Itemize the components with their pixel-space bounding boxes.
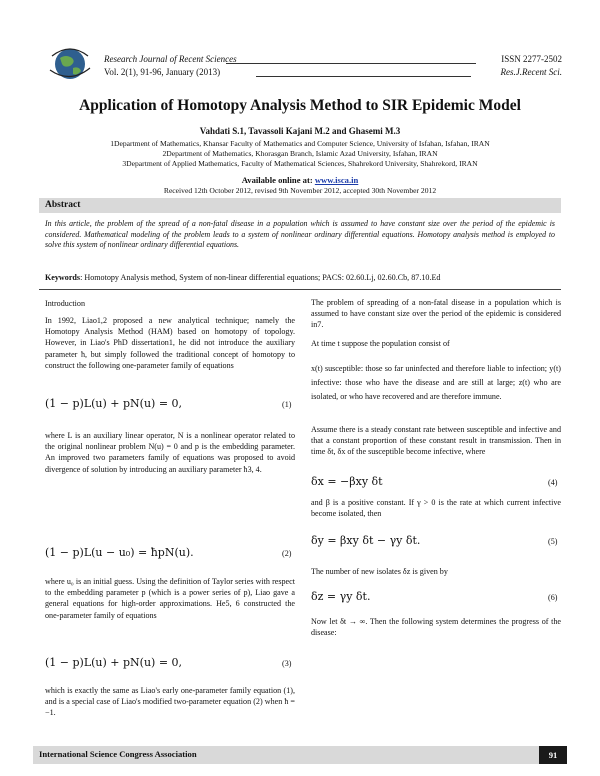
abstract-text: In this article, the problem of the spread of a non-fatal disease in a population which is assumed to have constant size over the period of the epidemic is considered. Mathematical modeling of the problem leads to a system of nonlinear ordinary differential equations. Homotopy analysis method is employed to solve this system of nonlinear ordinary differential equations. bbox=[45, 219, 555, 250]
keywords-label: Keywords bbox=[45, 273, 81, 282]
equation-6: δz = γy δt. bbox=[311, 590, 371, 603]
journal-abbr: Res.J.Recent Sci. bbox=[500, 67, 562, 77]
intro-paragraph-2: where L is an auxiliary linear operator, N is a nonlinear operator related to the original nonlinear problem N(u) = 0 and p is the embedding parameter. An improved two parameters family of equations was proposed to avoid divergence of solution by introducing an auxiliary parameter ħ3, 4. bbox=[45, 431, 295, 474]
equation-2: (1 − p)L(u − u₀) = ħpN(u). bbox=[45, 546, 194, 559]
received-dates: Received 12th October 2012, revised 9th November 2012, accepted 30th November 2012 bbox=[163, 186, 437, 195]
right-paragraph-2: At time t suppose the population consist of bbox=[311, 339, 450, 348]
journal-header bbox=[46, 44, 562, 84]
equation-1: (1 − p)L(u) + pN(u) = 0, bbox=[45, 397, 183, 410]
affiliation-3: 3Department of Applied Mathematics, Faculty of Mathematical Sciences, Shahrekord University, Shahrekord, IRAN bbox=[122, 159, 478, 168]
footer-organization: International Science Congress Association bbox=[39, 749, 197, 759]
affiliation-2: 2Department of Mathematics, Khorasgan Branch, Islamic Azad University, Isfahan, IRAN bbox=[162, 149, 438, 158]
journal-name: Research Journal of Recent Sciences bbox=[104, 54, 237, 64]
equation-3: (1 − p)L(u) + pN(u) = 0, bbox=[45, 656, 183, 669]
equation-5: δy = βxy δt − γy δt. bbox=[311, 534, 421, 547]
authors: Vahdati S.1, Tavassoli Kajani M.2 and Ghasemi M.3 bbox=[199, 126, 401, 136]
keywords-rule bbox=[39, 289, 561, 290]
paper-title: Application of Homotopy Analysis Method to SIR Epidemic Model bbox=[79, 97, 521, 114]
right-paragraph-4: Assume there is a steady constant rate between susceptible and infective and that a constant proportion of these constant result in transmission. Then in time δt, δx of the susceptible become infective, where bbox=[311, 425, 561, 457]
right-paragraph-5: and β is a positive constant. If γ > 0 is the rate at which current infective become isolated, then bbox=[311, 498, 561, 519]
right-paragraph-1: The problem of spreading of a non-fatal disease in a population which is assumed to have constant size over the period of the epidemic is considered in7. bbox=[311, 298, 561, 330]
equation-6-number: (6) bbox=[548, 593, 558, 602]
right-paragraph-7: Now let δt → ∞. Then the following system determines the progress of the disease: bbox=[311, 617, 561, 638]
online-link[interactable]: www.isca.in bbox=[314, 175, 359, 185]
section-heading-introduction: Introduction bbox=[45, 299, 86, 308]
header-rule bbox=[226, 63, 476, 64]
affiliation-1: 1Department of Mathematics, Khansar Faculty of Mathematics and Computer Science, University of Isfahan, Isfahan, IRAN bbox=[110, 139, 490, 148]
equation-4-number: (4) bbox=[548, 478, 558, 487]
equation-4: δx = −βxy δt bbox=[311, 475, 383, 488]
page-number: 91 bbox=[539, 746, 567, 764]
intro-paragraph-1: In 1992, Liao1,2 proposed a new analytical technique; namely the Homotopy Analysis Method (HAM) based on homotopy of topology. However, in Liao's PhD dissertation1, he did not introduce the auxiliary parameter ħ, but simply followed the traditional concept of homotopy to construct the following one-parameter family of equations bbox=[45, 316, 295, 370]
header-rule-2 bbox=[256, 76, 471, 77]
equation-2-number: (2) bbox=[282, 549, 292, 558]
available-online bbox=[0, 175, 600, 185]
issn: ISSN 2277-2502 bbox=[501, 54, 562, 64]
keywords-text: : Homotopy Analysis method, System of non-linear differential equations; PACS: 02.60.Lj, 02.60.Cb, 87.10.Ed bbox=[80, 273, 441, 282]
keywords bbox=[45, 273, 555, 282]
right-paragraph-6: The number of new isolates δz is given by bbox=[311, 567, 448, 576]
journal-volume: Vol. 2(1), 91-96, January (2013) bbox=[104, 67, 221, 77]
right-paragraph-3: x(t) susceptible: those so far uninfected and therefore liable to infection; y(t) infective: those who have the disease and are still at large; z(t) who are isolated, or who have recovered and are therefore immune. bbox=[311, 364, 561, 401]
online-label: Available online at: bbox=[241, 175, 313, 185]
globe-logo-icon bbox=[46, 44, 94, 84]
page-footer bbox=[33, 746, 567, 764]
abstract-heading: Abstract bbox=[39, 198, 561, 213]
equation-3-number: (3) bbox=[282, 659, 292, 668]
equation-5-number: (5) bbox=[548, 537, 558, 546]
intro-paragraph-4: which is exactly the same as Liao's early one-parameter family equation (1), and is a special case of Liao's modified two-parameter equation (2) when ħ = −1. bbox=[45, 686, 295, 718]
equation-1-number: (1) bbox=[282, 400, 292, 409]
intro-paragraph-3: where u₀ is an initial guess. Using the definition of Taylor series with respect to the embedding parameter p (which is a power series of p), Liao gave a general equations for high-order approximations. He5, 6 constructed the one-parameter family of equations bbox=[45, 577, 295, 620]
